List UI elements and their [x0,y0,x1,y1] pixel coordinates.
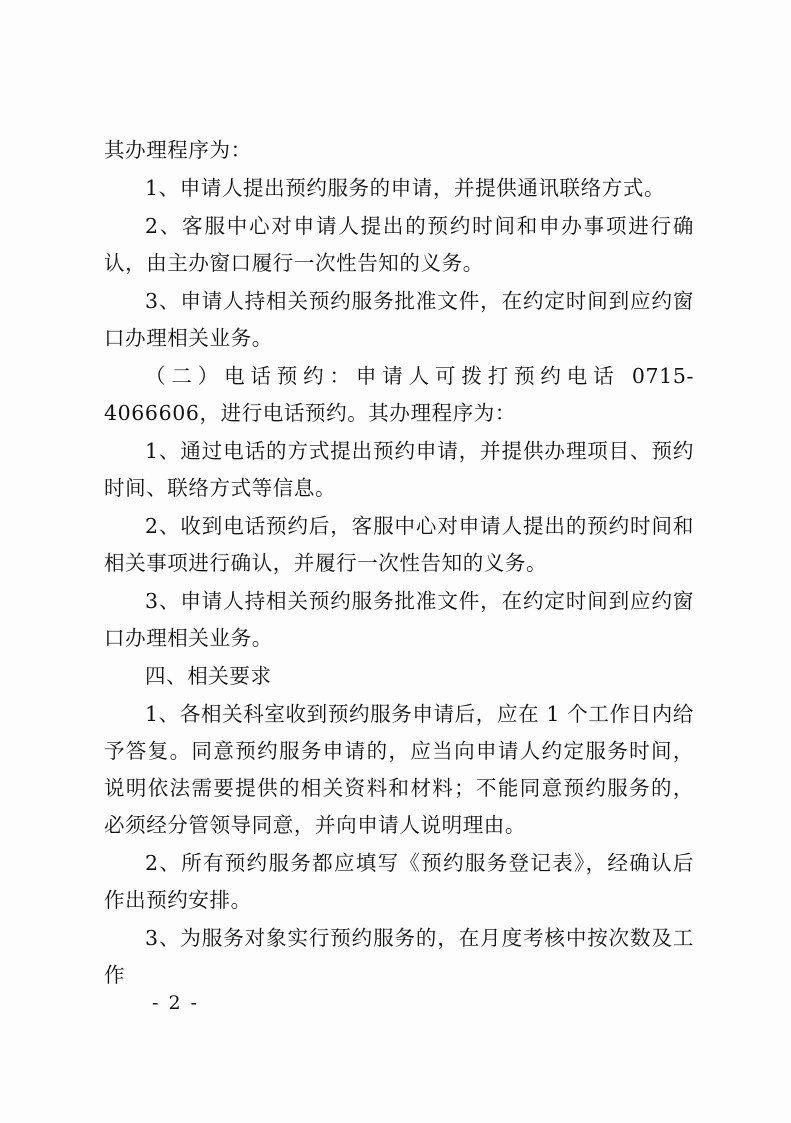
paragraph: 四、相关要求 [145,664,272,688]
paragraph: （二）电话预约：申请人可拨打预约电话 0715-4066606，进行电话预约。其办理程序为： [104,364,694,425]
page-number-label: - 2 - [151,992,199,1014]
paragraph: 2、所有预约服务都应填写《预约服务登记表》，经确认后作出预约安排。 [104,851,694,912]
paragraph: 3、申请人持相关预约服务批准文件，在约定时间到应约窗口办理相关业务。 [104,589,694,650]
paragraph: 3、为服务对象实行预约服务的，在月度考核中按次数及工作 [104,926,694,987]
paragraph: 2、客服中心对申请人提出的预约时间和申办事项进行确认，由主办窗口履行一次性告知的义务。 [104,214,694,275]
paragraph: 1、通过电话的方式提出预约申请，并提供办理项目、预约时间、联络方式等信息。 [104,439,694,500]
paragraph: 3、申请人持相关预约服务批准文件，在约定时间到应约窗口办理相关业务。 [104,289,694,350]
paragraph: 1、各相关科室收到预约服务申请后，应在 1 个工作日内给予答复。同意预约服务申请的，应当向申请人约定服务时间，说明依法需要提供的相关资料和材料；不能同意预约服务的，必须经分管领导同意，并向申请人说明理由。 [104,702,694,837]
paragraph: 1、申请人提出预约服务的申请，并提供通讯联络方式。 [145,176,666,200]
paragraph: 其办理程序为： [104,138,252,162]
document-body [104,132,694,995]
paragraph: 2、收到电话预约后，客服中心对申请人提出的预约时间和相关事项进行确认，并履行一次性告知的义务。 [104,514,694,575]
page-number [0,992,791,1014]
